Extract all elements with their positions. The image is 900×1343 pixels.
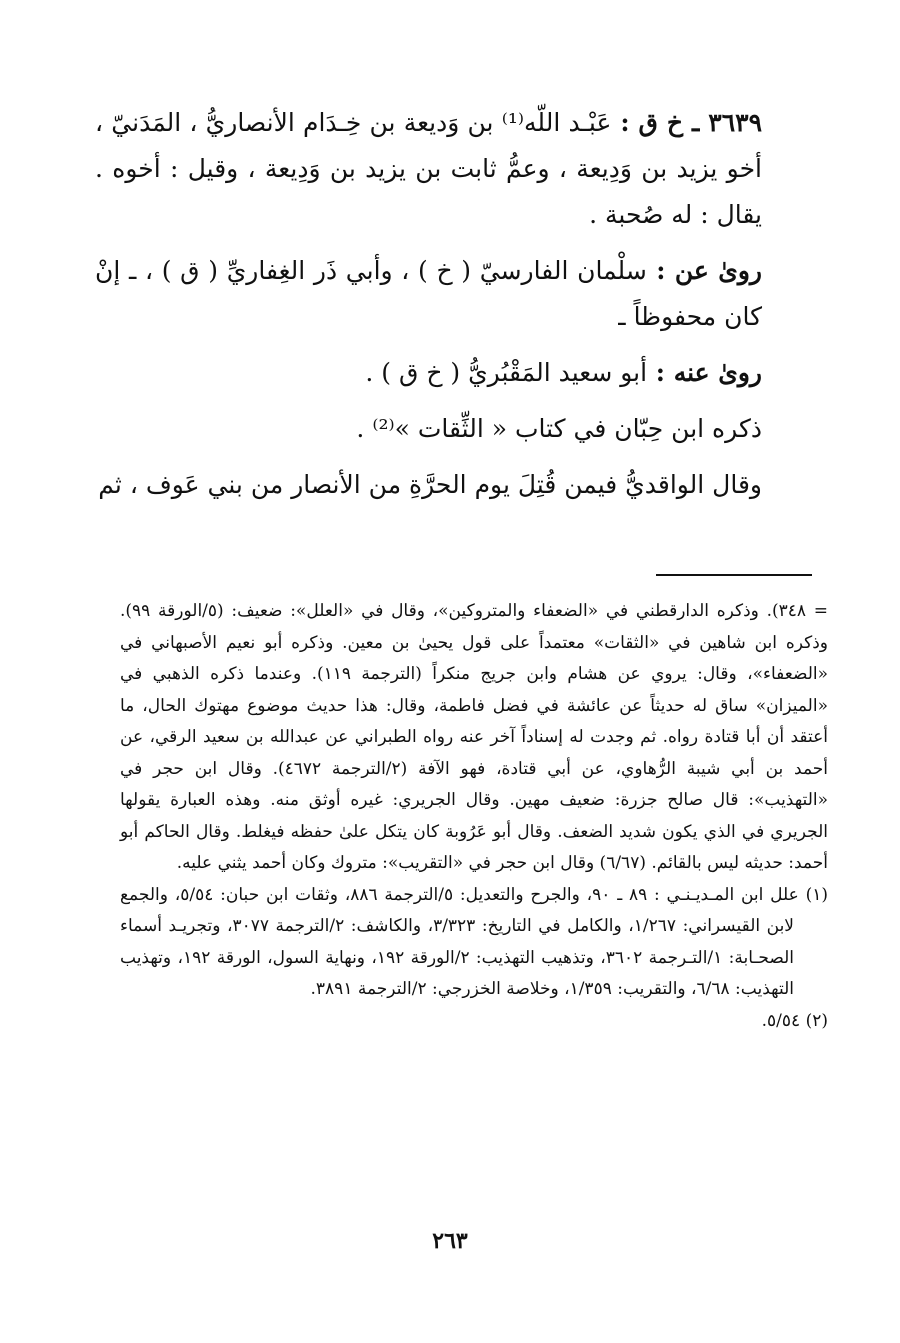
narrated-by-text: أبو سعيد المَقْبُريُّ ( خ ق ) . (365, 358, 648, 387)
footnote-separator (656, 574, 812, 576)
entry-heading (95, 100, 812, 238)
narrated-from-paragraph (95, 248, 812, 340)
footnote-1: (١) علل ابن المـديـنـي : ٨٩ ـ ٩٠، والجرح والتعديل: ٥/الترجمة ٨٨٦، وثقات ابن حبان: ٥/٥٤، والجمع لابن القيسراني: ١/٢٦٧، والكامل في التاريخ: ٣/٣٢٣، والكاشف: ٢/الترجمة ٣٠٧٧، وتجريـد أسماء الصحـابة: ١/التـرجمة ٣٦٠٢، وتذهيب التهذيب: ٢/الورقة ١٩٢، ونهاية السول، الورقة ١٩٢، وتهذيب التهذيب: ٦/٦٨، والتقريب: ١/٣٥٩، وخلاصة الخزرجي: ٢/الترجمة ٣٨٩١. (120, 884, 829, 999)
narrated-from-label: روىٰ عن : (646, 256, 762, 285)
narrated-by-paragraph (95, 350, 812, 396)
page-number: ٢٦٣ (432, 1228, 468, 1254)
main-text (95, 100, 812, 518)
footnote-2: (٢) ٥/٥٤. (761, 1010, 828, 1031)
narrated-by-label: روىٰ عنه : (647, 358, 762, 387)
waqidi-paragraph: وقال الواقديُّ فيمن قُتِلَ يوم الحرَّةِ من الأنصار من بني عَوف ، ثم (98, 470, 762, 499)
footnotes (120, 596, 828, 1037)
entry-name-text: عَبْـد اللّه⁽¹⁾ بن وَديعة بن خِـدَام الأنصاريُّ ، المَدَنيّ ، أخو يزيد بن وَدِيعة ، وعمُّ ثابت بن يزيد بن وَدِيعة ، وقيل : أخوه . يقال : له صُحبة . (95, 108, 762, 229)
footnote-continuation: = ٣٤٨). وذكره الدارقطني في «الضعفاء والمتروكين»، وقال في «العلل»: ضعيف: (٥/الورقة ٩٩). وذكره ابن شاهين في «الثقات» معتمداً على قول يحيىٰ بن معين. وذكره أبو نعيم الأصبهاني في «الضعفاء»، وقال: يروي عن هشام وابن جريج منكراً (الترجمة ١١٩). وعندما ذكره الذهبي في «الميزان» ساق له حديثاً عن عائشة في فضل فاطمة، وقال: هذا حديث موضوع مهتوك الحال، ما أعتقد أن أبا قتادة رواه. ثم وجدت له إسناداً آخر عنه رواه الطبراني عن عبدالله بن سعيد الرقي، عن أحمد بن أبي شيبة الرُّهاوي، عن أبي قتادة، فهو الآفة (٢/الترجمة ٤٦٧٢). وقال ابن حجر في «التهذيب»: قال صالح جزرة: ضعيف مهين. وقال الجريري: غيره أوثق منه. وهذه العبارة يقولها الجريري في الذي يكون شديد الضعف. وقال أبو عَرُوبة كان يتكل علىٰ حفظه فيغلط. وقال الحاكم أبو أحمد: حديثه ليس بالقائم. (٦/٦٧) وقال ابن حجر في «التقريب»: متروك وكان أحمد يثني عليه. (120, 601, 829, 873)
narrated-from-text: سلْمان الفارسيّ ( خ ) ، وأبي ذَر الغِفاريِّ ( ق ) ، ـ إنْ كان محفوظاً ـ (95, 256, 762, 331)
entry-number: ٣٦٣٩ ـ خ ق : (611, 108, 762, 137)
ibn-hibban-paragraph: ذكره ابن حِبّان في كتاب « الثِّقات »⁽²⁾ . (356, 414, 762, 443)
